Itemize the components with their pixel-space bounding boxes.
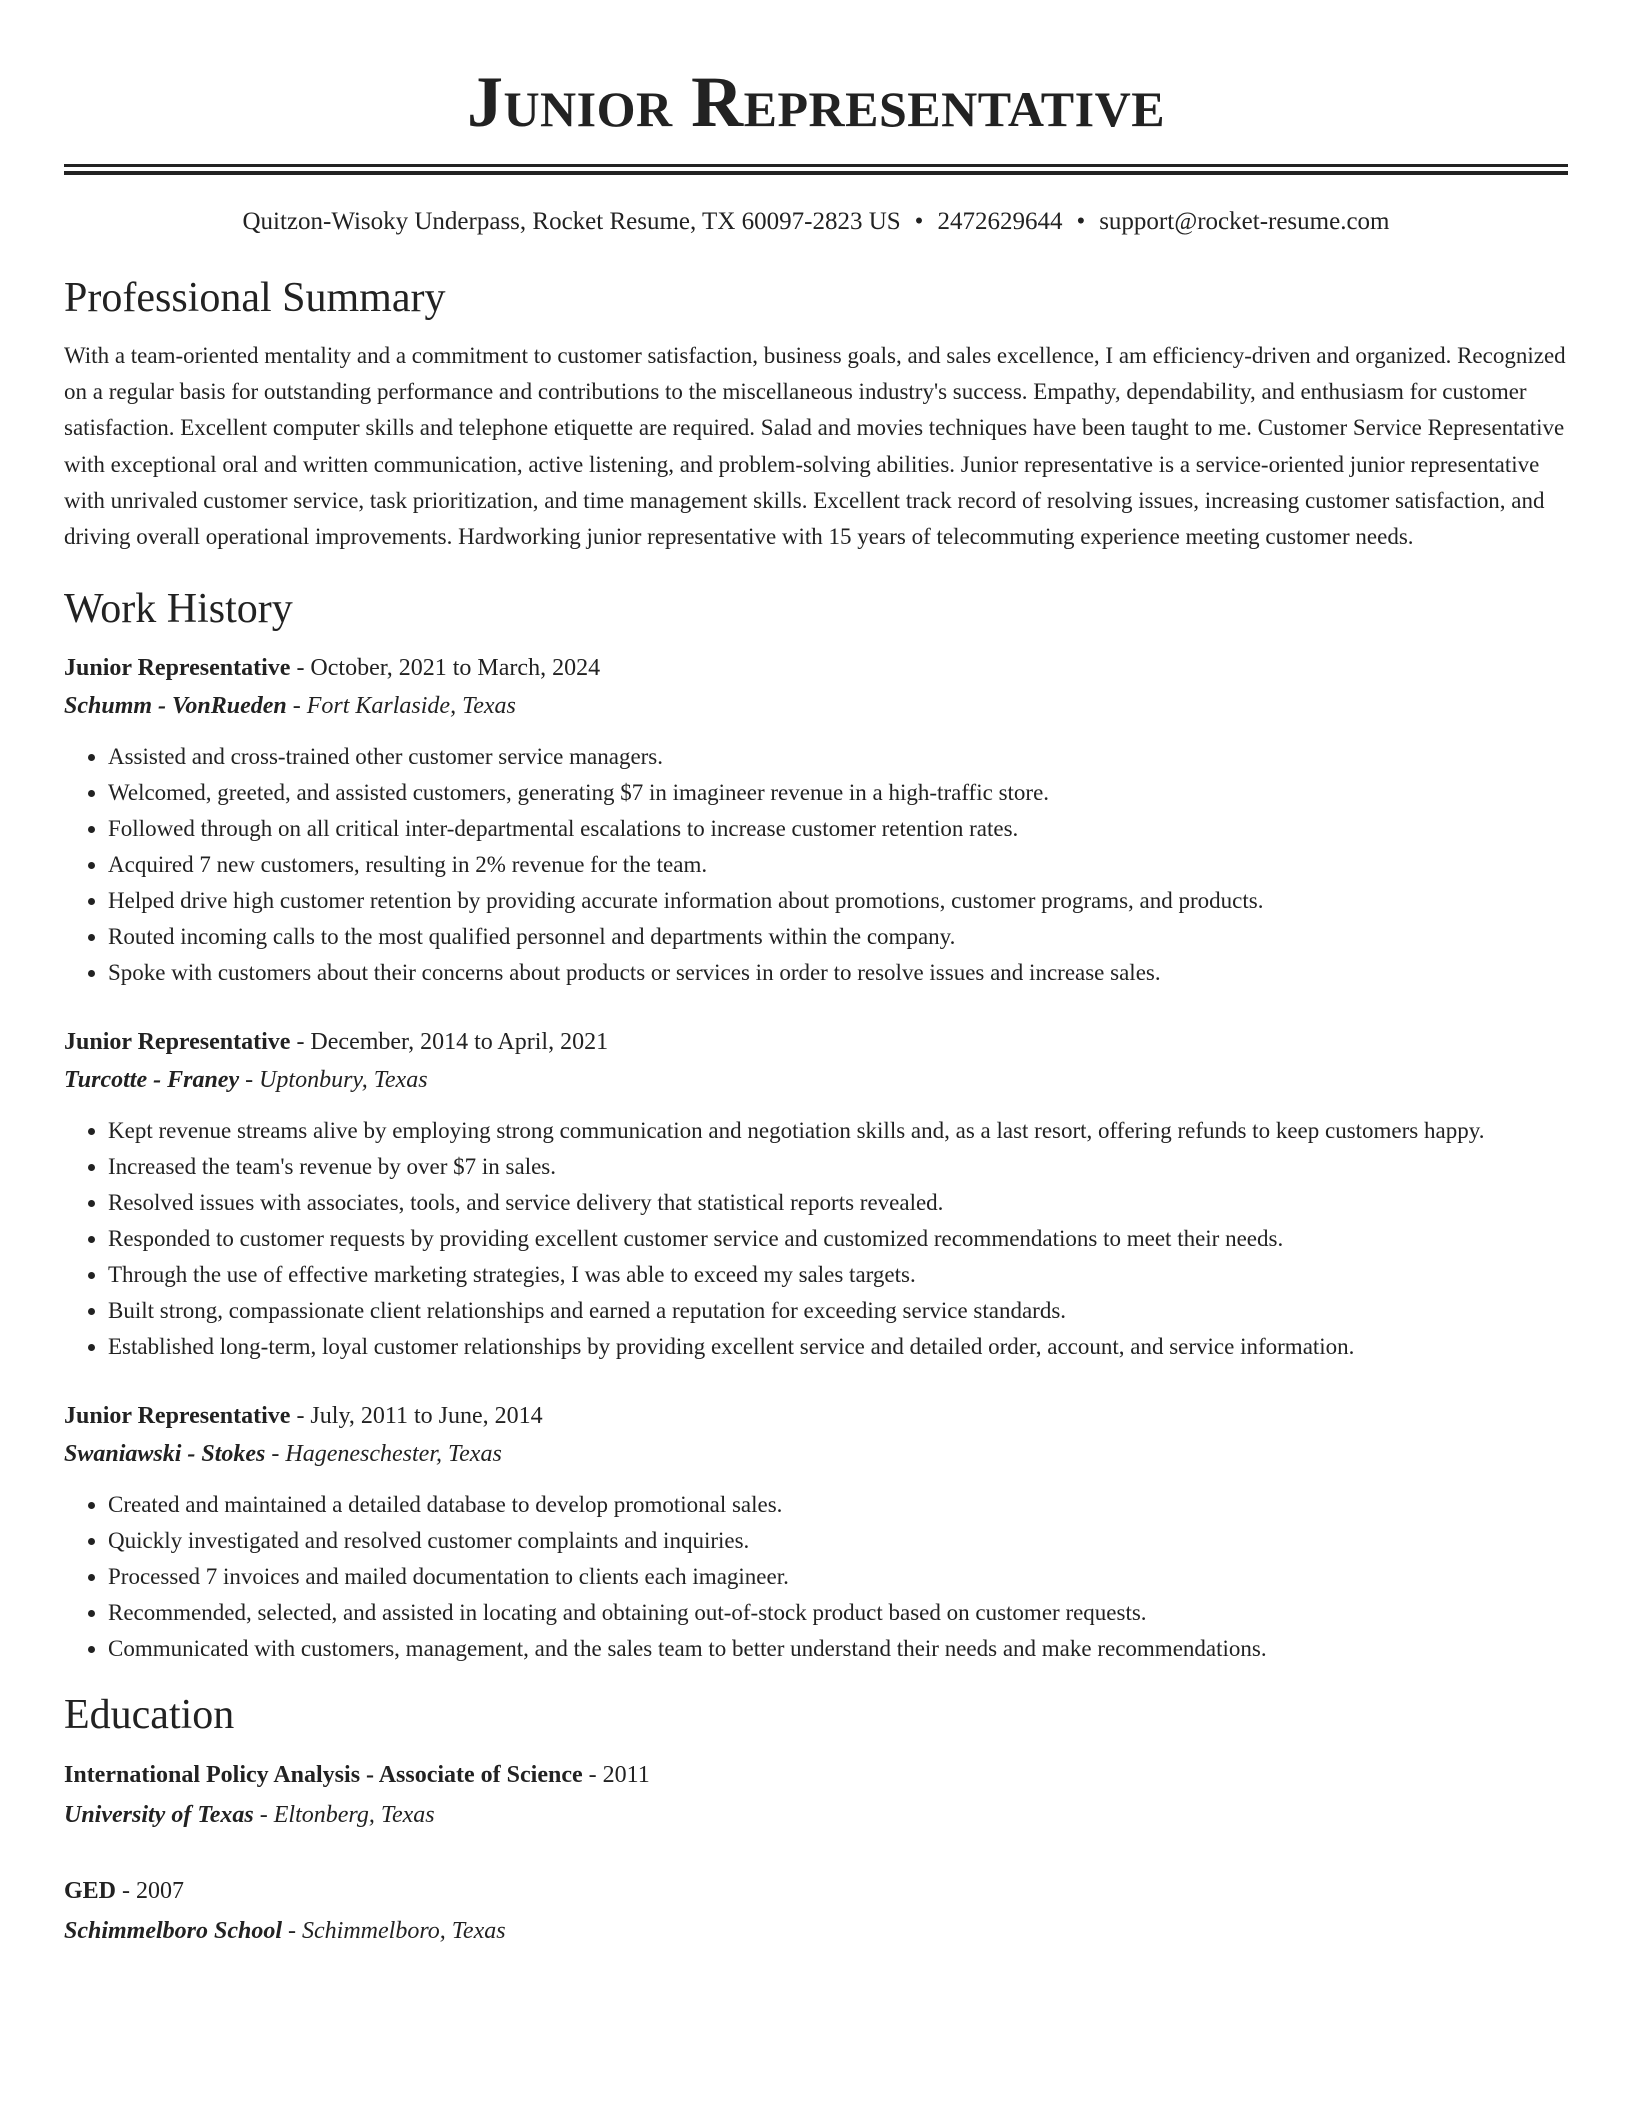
education-heading — [64, 1755, 1568, 1795]
education-heading — [64, 1871, 1568, 1911]
school-line — [64, 1795, 1568, 1835]
education-entry — [64, 1755, 1568, 1835]
job-bullet: • Increased the team's revenue by over $7 in sales. — [108, 1149, 1568, 1185]
job-entry — [64, 1397, 1568, 1667]
school-name: Schimmelboro School — [64, 1918, 283, 1945]
job-bullet: • Spoke with customers about their concerns about products or services in order to resolve issues and increase sales. — [108, 955, 1568, 991]
job-bullet: • Through the use of effective marketing strategies, I was able to exceed my sales targets. — [108, 1257, 1568, 1293]
school-location: - Eltonberg, Texas — [253, 1802, 435, 1829]
summary-section — [64, 272, 1568, 555]
job-heading — [64, 1397, 1568, 1435]
section-title-education: Education — [64, 1692, 235, 1739]
degree-name: GED — [64, 1878, 117, 1905]
education-entry — [64, 1871, 1568, 1951]
company-name: Swaniawski - Stokes — [64, 1441, 266, 1468]
graduation-year: - 2011 — [582, 1762, 650, 1789]
school-line — [64, 1911, 1568, 1951]
resume-name: Junior Representative — [466, 62, 1166, 142]
job-bullet: • Routed incoming calls to the most qualified personnel and departments within the company. — [108, 919, 1568, 955]
header-divider — [64, 164, 1568, 175]
contact-line — [64, 204, 1568, 240]
job-title: Junior Representative — [64, 655, 291, 682]
job-entry — [64, 649, 1568, 991]
job-bullet: • Built strong, compassionate client relationships and earned a reputation for exceeding service standards. — [108, 1293, 1568, 1329]
section-title-summary: Professional Summary — [64, 275, 446, 321]
school-location: - Schimmelboro, Texas — [282, 1918, 506, 1945]
contact-email[interactable]: support@rocket-resume.com — [1099, 208, 1390, 235]
section-title-work-history: Work History — [64, 586, 293, 633]
job-bullet: • Processed 7 invoices and mailed documentation to clients each imagineer. — [108, 1559, 1568, 1595]
job-dates: - December, 2014 to April, 2021 — [290, 1029, 609, 1056]
company-location: - Hageneschester, Texas — [265, 1441, 502, 1468]
job-bullet: • Responded to customer requests by providing excellent customer service and customized recommendations to meet their needs. — [108, 1221, 1568, 1257]
job-entry — [64, 1023, 1568, 1365]
job-bullet: • Helped drive high customer retention by providing accurate information about promotions, customer programs, and products. — [108, 883, 1568, 919]
job-heading — [64, 1023, 1568, 1061]
job-bullet-list — [64, 739, 1568, 991]
contact-phone[interactable]: 2472629644 — [937, 208, 1063, 235]
work-history-section — [64, 583, 1568, 1667]
job-company-line — [64, 1435, 1568, 1473]
school-name: University of Texas — [64, 1802, 254, 1829]
company-name: Schumm - VonRueden — [64, 693, 287, 720]
job-title: Junior Representative — [64, 1403, 291, 1430]
job-company-line — [64, 687, 1568, 725]
job-dates: - October, 2021 to March, 2024 — [290, 655, 601, 682]
job-bullet-list — [64, 1487, 1568, 1667]
contact-separator: • — [1076, 208, 1086, 235]
job-bullet: • Assisted and cross-trained other customer service managers. — [108, 739, 1568, 775]
job-bullet: • Established long-term, loyal customer relationships by providing excellent service and detailed order, account, and service information. — [108, 1329, 1568, 1365]
job-bullet: • Created and maintained a detailed database to develop promotional sales. — [108, 1487, 1568, 1523]
job-bullet: • Quickly investigated and resolved customer complaints and inquiries. — [108, 1523, 1568, 1559]
job-title: Junior Representative — [64, 1029, 291, 1056]
job-dates: - July, 2011 to June, 2014 — [290, 1403, 543, 1430]
graduation-year: - 2007 — [116, 1878, 185, 1905]
contact-separator: • — [914, 208, 924, 235]
company-location: - Uptonbury, Texas — [239, 1067, 428, 1094]
job-bullet: • Followed through on all critical inter-departmental escalations to increase customer retention rates. — [108, 811, 1568, 847]
job-heading — [64, 649, 1568, 687]
job-bullet: • Communicated with customers, management, and the sales team to better understand their needs and make recommendations. — [108, 1631, 1568, 1667]
company-location: - Fort Karlaside, Texas — [286, 693, 516, 720]
company-name: Turcotte - Franey — [64, 1067, 240, 1094]
job-company-line — [64, 1061, 1568, 1099]
job-bullet: • Recommended, selected, and assisted in locating and obtaining out-of-stock product based on customer requests. — [108, 1595, 1568, 1631]
job-bullet-list — [64, 1113, 1568, 1365]
job-bullet: • Kept revenue streams alive by employing strong communication and negotiation skills and, as a last resort, offering refunds to keep customers happy. — [108, 1113, 1568, 1149]
job-bullet: • Acquired 7 new customers, resulting in 2% revenue for the team. — [108, 847, 1568, 883]
degree-name: International Policy Analysis - Associate of Science — [64, 1762, 583, 1789]
contact-address: Quitzon-Wisoky Underpass, Rocket Resume, TX 60097-2823 US — [242, 208, 901, 235]
job-bullet: • Resolved issues with associates, tools, and service delivery that statistical reports revealed. — [108, 1185, 1568, 1221]
education-section — [64, 1689, 1568, 1951]
job-bullet: • Welcomed, greeted, and assisted customers, generating $7 in imagineer revenue in a high-traffic store. — [108, 775, 1568, 811]
summary-text: With a team-oriented mentality and a commitment to customer satisfaction, business goals, and sales excellence, I am efficiency-driven and organized. Recognized on a regular basis for outstanding performance and contributions to the miscellaneous industry's success. Empathy, dependability, and enthusiasm for customer satisfaction. Excellent computer skills and telephone etiquette are required. Salad and movies techniques have been taught to me. Customer Service Representative with exceptional oral and written communication, active listening, and problem-solving abilities. Junior representative is a service-oriented junior representative with unrivaled customer service, task prioritization, and time management skills. Excellent track record of resolving issues, increasing customer satisfaction, and driving overall operational improvements. Hardworking junior representative with 15 years of telecommuting experience meeting customer needs. — [64, 343, 1566, 550]
